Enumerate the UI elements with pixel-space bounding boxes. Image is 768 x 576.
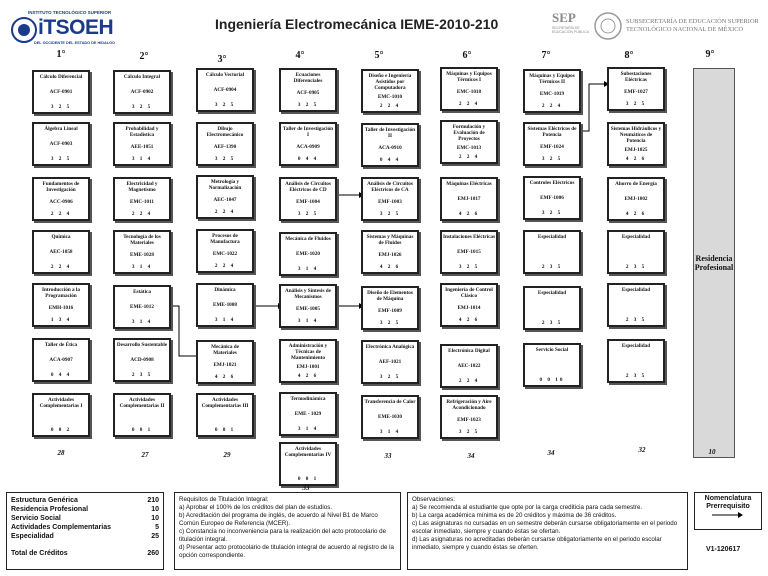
subject-credits: 0 0 10 [539, 377, 565, 383]
subject-card[interactable] [607, 67, 665, 111]
subject-code: EMJ-1002 [624, 196, 648, 202]
subject-name: Máquinas y Equipos Térmicos II [529, 73, 575, 85]
subject-credits: 4 2 6 [297, 373, 319, 379]
subject-credits: 4 2 6 [458, 317, 480, 323]
subject-name: Administración y Técnicas de Mantenimiento [288, 343, 328, 361]
subject-card[interactable] [113, 285, 171, 329]
subject-card[interactable] [523, 176, 581, 220]
subject-credits: 3 1 4 [297, 318, 319, 324]
version-label: V1-120617 [706, 546, 741, 553]
credit-total: 33 [302, 484, 310, 492]
subject-name: Análisis de Circuitos Eléctricos de CA [367, 181, 413, 193]
page-title: Ingeniería Electromecánica IEME-2010-210 [215, 16, 499, 32]
credit-total: 32 [638, 446, 646, 454]
summary-label: Especialidad [11, 533, 54, 540]
subject-card[interactable] [440, 120, 498, 164]
subject-card[interactable] [279, 68, 337, 112]
credit-total: 33 [384, 452, 392, 460]
subject-code: EMC-1022 [212, 251, 238, 257]
subject-card[interactable] [32, 393, 90, 437]
subject-card[interactable] [361, 230, 419, 274]
subject-card[interactable] [113, 393, 171, 437]
subject-credits: 2 3 5 [625, 373, 647, 379]
subject-name: Electricidad y Magnetismo [126, 181, 158, 193]
subject-name: Termodinámica [290, 396, 326, 402]
subject-code: EMC-1011 [130, 199, 154, 205]
requisitos-line: a) Aprobar el 100% de los créditos del plan de estudios. [179, 504, 333, 511]
subject-credits: 2 2 4 [458, 101, 480, 107]
subject-name: Máquinas y Equipos Térmicos I [446, 71, 492, 83]
subject-card[interactable] [279, 442, 337, 486]
subject-card[interactable] [32, 122, 90, 166]
subject-name: Especialidad [621, 234, 651, 240]
subject-credits: 0 0 1 [297, 476, 319, 482]
subject-name: Especialidad [537, 290, 567, 296]
summary-value: 5 [155, 524, 159, 531]
summary-row [11, 523, 159, 532]
subject-credits: 2 2 4 [214, 209, 236, 215]
summary-row [11, 514, 159, 523]
subject-name: Estática [133, 289, 151, 295]
subject-code: EMJ-1001 [296, 364, 320, 370]
subject-name: Mecánica de Fluidos [285, 236, 331, 242]
subject-card[interactable] [440, 177, 498, 221]
semester-label-3: 3° [217, 54, 227, 65]
semester-label-5: 5° [374, 50, 384, 61]
subject-card[interactable] [440, 344, 498, 388]
subject-code: EME-1012 [130, 304, 154, 310]
subject-code: ACF-0904 [213, 87, 237, 93]
semester-label-9: 9° [705, 49, 715, 60]
subject-card[interactable] [607, 177, 665, 221]
subject-credits: 3 1 4 [297, 426, 319, 432]
subject-card[interactable] [361, 340, 419, 384]
subject-card[interactable] [523, 230, 581, 274]
subject-code: AEC-1047 [213, 197, 237, 203]
subject-credits: 3 2 5 [379, 211, 401, 217]
subject-credits: 3 1 4 [379, 429, 401, 435]
subject-credits: 3 2 5 [541, 156, 563, 162]
subject-credits: 3 1 4 [131, 156, 153, 162]
subject-card[interactable] [361, 69, 419, 113]
subject-code: EMF-1006 [540, 195, 564, 201]
summary-label: Estructura Genérica [11, 497, 78, 504]
summary-value: 10 [151, 515, 159, 522]
subject-card[interactable] [196, 393, 254, 437]
subject-credits: 2 2 4 [131, 211, 153, 217]
subject-credits: 0 0 1 [214, 427, 236, 433]
subject-credits: 3 2 5 [214, 102, 236, 108]
subject-card[interactable] [113, 338, 171, 382]
subject-credits: 3 1 4 [131, 264, 153, 270]
subject-code: EMF-1023 [457, 417, 481, 423]
subject-name: Máquinas Eléctricas [446, 181, 492, 187]
credit-total: 34 [467, 452, 475, 460]
subject-credits: 0 4 4 [50, 372, 72, 378]
subject-code: ACF-0902 [130, 89, 154, 95]
residencia-label: Residencia Profesional [694, 254, 734, 272]
subject-credits: 1 3 4 [50, 317, 72, 323]
subject-credits: 2 2 4 [458, 378, 480, 384]
subject-code: EMC-1018 [456, 89, 482, 95]
subject-card[interactable] [440, 230, 498, 274]
subject-code: EME-1008 [213, 302, 237, 308]
link-estatica-mecanica [167, 306, 196, 356]
subject-code: EMJ-1017 [457, 196, 481, 202]
summary-row [11, 532, 159, 541]
requisitos-title: Requisitos de Titulación Integral: [179, 496, 269, 503]
subject-code: EME-1005 [296, 306, 320, 312]
subject-code: EMH-1016 [48, 305, 74, 311]
subject-card[interactable] [523, 69, 581, 113]
subject-credits: 3 2 5 [379, 320, 401, 326]
subject-card[interactable] [32, 338, 90, 382]
subject-credits: 0 0 1 [131, 427, 153, 433]
subject-code: EMF-1009 [378, 308, 402, 314]
subject-credits: 3 2 5 [297, 102, 319, 108]
summary-row [11, 505, 159, 514]
subject-card[interactable] [361, 123, 419, 167]
subject-name: Introducción a la Programación [42, 287, 80, 299]
subject-code: ACC-0906 [49, 199, 73, 205]
semester-label-7: 7° [541, 50, 551, 61]
subject-name: Procesos de Manufactura [210, 233, 240, 245]
subject-credits: 3 2 5 [131, 104, 153, 110]
subject-code: EMJ-1021 [213, 362, 237, 368]
subject-credits: 3 1 4 [131, 319, 153, 325]
subject-credits: 0 4 4 [297, 156, 319, 162]
subject-name: Instalaciones Eléctricas [443, 234, 496, 240]
subject-name: Sistemas y Máquinas de Fluidos [366, 234, 414, 246]
requisitos-box [174, 492, 401, 570]
institute-sub-text: DEL OCCIDENTE DEL ESTADO DE HIDALGO [34, 41, 116, 45]
subject-name: Electrónica Digital [448, 348, 490, 354]
subject-code: EMJ-1014 [457, 305, 481, 311]
subject-card[interactable] [279, 284, 337, 328]
subject-card[interactable] [607, 339, 665, 383]
subject-card[interactable] [32, 177, 90, 221]
subject-name: Metrología y Normalización [208, 179, 242, 191]
residencia-profesional-block[interactable] [693, 68, 735, 458]
subject-code: EMF-1024 [540, 144, 564, 150]
semester-label-2: 2° [139, 51, 149, 62]
observaciones-title: Observaciones: [412, 496, 455, 503]
subject-card[interactable] [440, 395, 498, 439]
subject-card[interactable] [32, 230, 90, 274]
subject-code: ACF-0903 [49, 141, 73, 147]
summary-total-row [11, 549, 159, 558]
subject-card[interactable] [196, 68, 254, 112]
subject-card[interactable] [607, 122, 665, 166]
subject-code: AEF-1021 [378, 359, 402, 365]
subject-name: Ecuaciones Diferenciales [293, 72, 323, 84]
subject-credits: 3 2 5 [297, 211, 319, 217]
subject-credits: 0 4 4 [379, 157, 401, 163]
requisitos-line: c) Constancia no inconveniencia para la realización del acto protocolario de titulación integral. [179, 528, 387, 543]
subject-code: AEC-1022 [457, 363, 481, 369]
subject-card[interactable] [196, 122, 254, 166]
subject-code: EMC-1019 [539, 91, 565, 97]
subject-credits: 2 2 4 [541, 103, 563, 109]
subject-credits: 4 2 6 [625, 156, 647, 162]
summary-value: 25 [151, 533, 159, 540]
subject-credits: 3 2 5 [379, 374, 401, 380]
subject-credits: 3 1 4 [214, 317, 236, 323]
subject-card[interactable] [113, 70, 171, 114]
credit-total: 28 [57, 449, 65, 457]
subject-code: EME - 1029 [294, 411, 322, 417]
link-sistemas-subestaciones [581, 84, 604, 131]
subject-credits: 3 2 5 [214, 156, 236, 162]
subject-name: Análisis de Circuitos Eléctricos de CD [285, 181, 331, 193]
subject-card[interactable] [196, 340, 254, 384]
subject-name: Subestaciones Eléctricas [620, 71, 652, 83]
subject-credits: 4 2 6 [458, 211, 480, 217]
subject-credits: 2 2 4 [50, 264, 72, 270]
subject-name: Fundamentos de Investigación [42, 181, 80, 193]
semester-label-6: 6° [462, 50, 472, 61]
observaciones-box [407, 492, 688, 570]
requisitos-line: d) Presentar acto protocolario de titulación integral de acuerdo al registro de la opción correspondiente. [179, 544, 394, 559]
subject-code: AEE-1051 [130, 144, 154, 150]
subject-credits: 0 0 2 [50, 427, 72, 433]
subject-name: Análisis y Síntesis de Mecanismos [285, 288, 331, 300]
sep-text: SEP [552, 10, 576, 25]
subject-card[interactable] [196, 229, 254, 273]
subject-card[interactable] [361, 286, 419, 330]
subject-name: Diseño e Ingeniería Asistidos por Computadora [368, 73, 412, 91]
subject-name: Probabilidad y Estadística [125, 126, 159, 138]
subject-credits: 2 3 5 [541, 320, 563, 326]
subject-card[interactable] [440, 283, 498, 327]
subject-card[interactable] [113, 230, 171, 274]
subject-credits: 2 2 4 [379, 103, 401, 109]
subject-card[interactable] [113, 177, 171, 221]
subject-credits: 2 3 5 [625, 264, 647, 270]
subject-name: Sistemas Eléctricos de Potencia [527, 126, 577, 138]
subject-credits: 2 2 4 [458, 154, 480, 160]
subject-card[interactable] [607, 230, 665, 274]
subject-code: ACF-0901 [49, 89, 73, 95]
subject-name: Formulación y Evaluación de Proyectos [452, 124, 486, 142]
summary-value: 210 [147, 497, 159, 504]
subject-credits: 2 2 4 [50, 211, 72, 217]
subject-code: EME-1020 [296, 251, 320, 257]
arrow-right-icon [698, 511, 758, 519]
subject-credits: 3 2 5 [458, 264, 480, 270]
subject-credits: 3 2 5 [50, 104, 72, 110]
subject-code: EMF-1015 [457, 249, 481, 255]
subject-code: AEC-1058 [49, 249, 73, 255]
summary-label: Servicio Social [11, 515, 61, 522]
subject-card[interactable] [32, 70, 90, 114]
credit-total: 34 [547, 449, 555, 457]
observaciones-line: d) Las asignaturas no acreditadas deberán cursarse obligatoriamente en el periodo escolar inmediato, siempre y cuando éstas se oferten. [412, 536, 662, 551]
subject-code: EMF-1004 [296, 199, 320, 205]
subject-credits: 3 2 5 [625, 101, 647, 107]
credit-total: 27 [141, 451, 149, 459]
subject-name: Sistemas Hidráulicos y Neumáticos de Potencia [610, 126, 662, 144]
subject-name: Ingeniería de Control Clásico [445, 287, 493, 299]
subject-card[interactable] [279, 392, 337, 436]
credits-summary-box [6, 492, 164, 570]
summary-value: 10 [151, 506, 159, 513]
summary-label: Residencia Profesional [11, 506, 89, 513]
subject-name: Electrónica Analógica [365, 344, 415, 350]
subject-credits: 3 2 5 [458, 429, 480, 435]
subject-code: ACA-0909 [296, 144, 320, 150]
subject-name: Taller de Investigación I [282, 126, 334, 138]
subject-credits: 4 2 6 [625, 211, 647, 217]
subject-name: Cálculo Integral [123, 74, 161, 80]
observaciones-line: c) Las asignaturas no cursadas en un semestre deberán cursarse obligatoriamente en el periodo escolar inmediato, siempre y cuando éstas se ofertan. [412, 520, 678, 535]
subject-name: Dibujo Electromecánico [206, 126, 244, 138]
subject-credits: 2 2 4 [214, 263, 236, 269]
subject-code: EME-1028 [130, 252, 154, 258]
credit-total: 10 [708, 448, 716, 456]
subject-code: ACF-0905 [296, 90, 320, 96]
subsecretaria-line1: SUBSECRETARÍA DE EDUCACIÓN SUPERIOR [626, 18, 759, 25]
semester-label-8: 8° [624, 50, 634, 61]
summary-label: Actividades Complementarias [11, 524, 111, 531]
subject-credits: 2 3 5 [625, 317, 647, 323]
subject-card[interactable] [523, 122, 581, 166]
subject-name: Ahorro de Energía [615, 181, 657, 187]
subject-name: Tecnología de los Materiales [123, 234, 161, 246]
legend-title: Nomenclatura [704, 495, 752, 502]
subject-name: Taller de Investigación II [364, 127, 416, 139]
subject-credits: 3 1 4 [297, 266, 319, 272]
subject-card[interactable] [113, 122, 171, 166]
summary-total-label: Total de Créditos [11, 550, 68, 557]
subject-name: Actividades Complementarias IV [284, 446, 332, 458]
subject-name: Especialidad [621, 343, 651, 349]
subject-credits: 3 2 5 [50, 156, 72, 162]
subject-code: ACA-0910 [378, 145, 402, 151]
subject-card[interactable] [440, 67, 498, 111]
subsecretaria-line2: TECNOLÓGICO NACIONAL DE MÉXICO [626, 26, 744, 33]
subject-card[interactable] [279, 122, 337, 166]
subject-name: Taller de Ética [44, 342, 78, 348]
subject-code: EMF-1003 [378, 199, 402, 205]
subject-name: Especialidad [537, 234, 567, 240]
subject-code: EMF-1027 [624, 89, 648, 95]
subject-code: EMJ-1026 [378, 252, 402, 258]
subject-card[interactable] [196, 283, 254, 327]
semester-label-4: 4° [295, 50, 305, 61]
subject-card[interactable] [279, 339, 337, 383]
subject-name: Diseño de Elementos de Máquina [367, 290, 413, 302]
subject-card[interactable] [32, 283, 90, 327]
subject-card[interactable] [279, 232, 337, 276]
subject-name: Actividades Complementarias III [201, 397, 249, 409]
subject-name: Química [51, 234, 71, 240]
subject-name: Servicio Social [535, 347, 569, 353]
subject-name: Mecánica de Materiales [211, 344, 239, 356]
subject-code: ACD-0908 [130, 357, 154, 363]
subject-name: Refrigeración y Aire Acondicionado [446, 399, 492, 411]
subject-code: EMC-1013 [456, 145, 482, 151]
subject-card[interactable] [361, 395, 419, 439]
subject-name: Actividades Complementarias II [119, 397, 165, 409]
subject-name: Transferencia de Calor [364, 399, 416, 405]
summary-total-value: 260 [147, 550, 159, 557]
subject-name: Dinámica [214, 287, 236, 293]
subject-code: AEF-1390 [213, 144, 237, 150]
sep-sub-text: SECRETARÍA DE EDUCACIÓN PÚBLICA [552, 26, 589, 34]
credit-total: 29 [223, 451, 231, 459]
subject-code: ACA-0907 [49, 357, 73, 363]
subject-card[interactable] [279, 177, 337, 221]
institute-top-text: INSTITUTO TECNOLÓGICO SUPERIOR [28, 10, 112, 15]
subject-name: Álgebra Lineal [44, 126, 78, 132]
subject-credits: 2 3 5 [541, 264, 563, 270]
observaciones-line: b) La carga académica mínima es de 20 créditos y máxima de 36 créditos. [412, 512, 617, 519]
subject-name: Actividades Complementarias I [39, 397, 83, 409]
subject-code: EMC-1010 [377, 94, 403, 100]
semester-label-1: 1° [56, 49, 66, 60]
subject-code: EMJ-1025 [624, 147, 648, 153]
subject-name: Cálculo Diferencial [39, 74, 83, 80]
legend-box [694, 492, 762, 530]
subject-name: Desarrollo Sustentable [116, 342, 168, 348]
subject-card[interactable] [523, 286, 581, 330]
subject-name: Controles Eléctricos [529, 180, 575, 186]
observaciones-line: a) Se recomienda al estudiante que opte por la carga crediticia para cada semestre. [412, 504, 643, 511]
summary-row [11, 496, 159, 505]
subject-credits: 4 2 6 [379, 264, 401, 270]
subject-name: Especialidad [621, 287, 651, 293]
subject-card[interactable] [361, 177, 419, 221]
subject-credits: 3 2 5 [541, 210, 563, 216]
subject-name: Cálculo Vectorial [205, 72, 245, 78]
subject-credits: 2 3 5 [131, 372, 153, 378]
subject-card[interactable] [196, 175, 254, 219]
subject-code: EME-1030 [378, 414, 402, 420]
subject-credits: 4 2 6 [214, 374, 236, 380]
requisitos-line: b) Acreditación del programa de inglés, de acuerdo al Nivel B1 de Marco Común Europeo de Referencia (MCER). [179, 512, 378, 527]
subject-card[interactable] [607, 283, 665, 327]
institute-logo-name: iTSOEH [38, 16, 114, 39]
subject-card[interactable] [523, 343, 581, 387]
legend-prereq: Prerrequisito [706, 503, 750, 510]
